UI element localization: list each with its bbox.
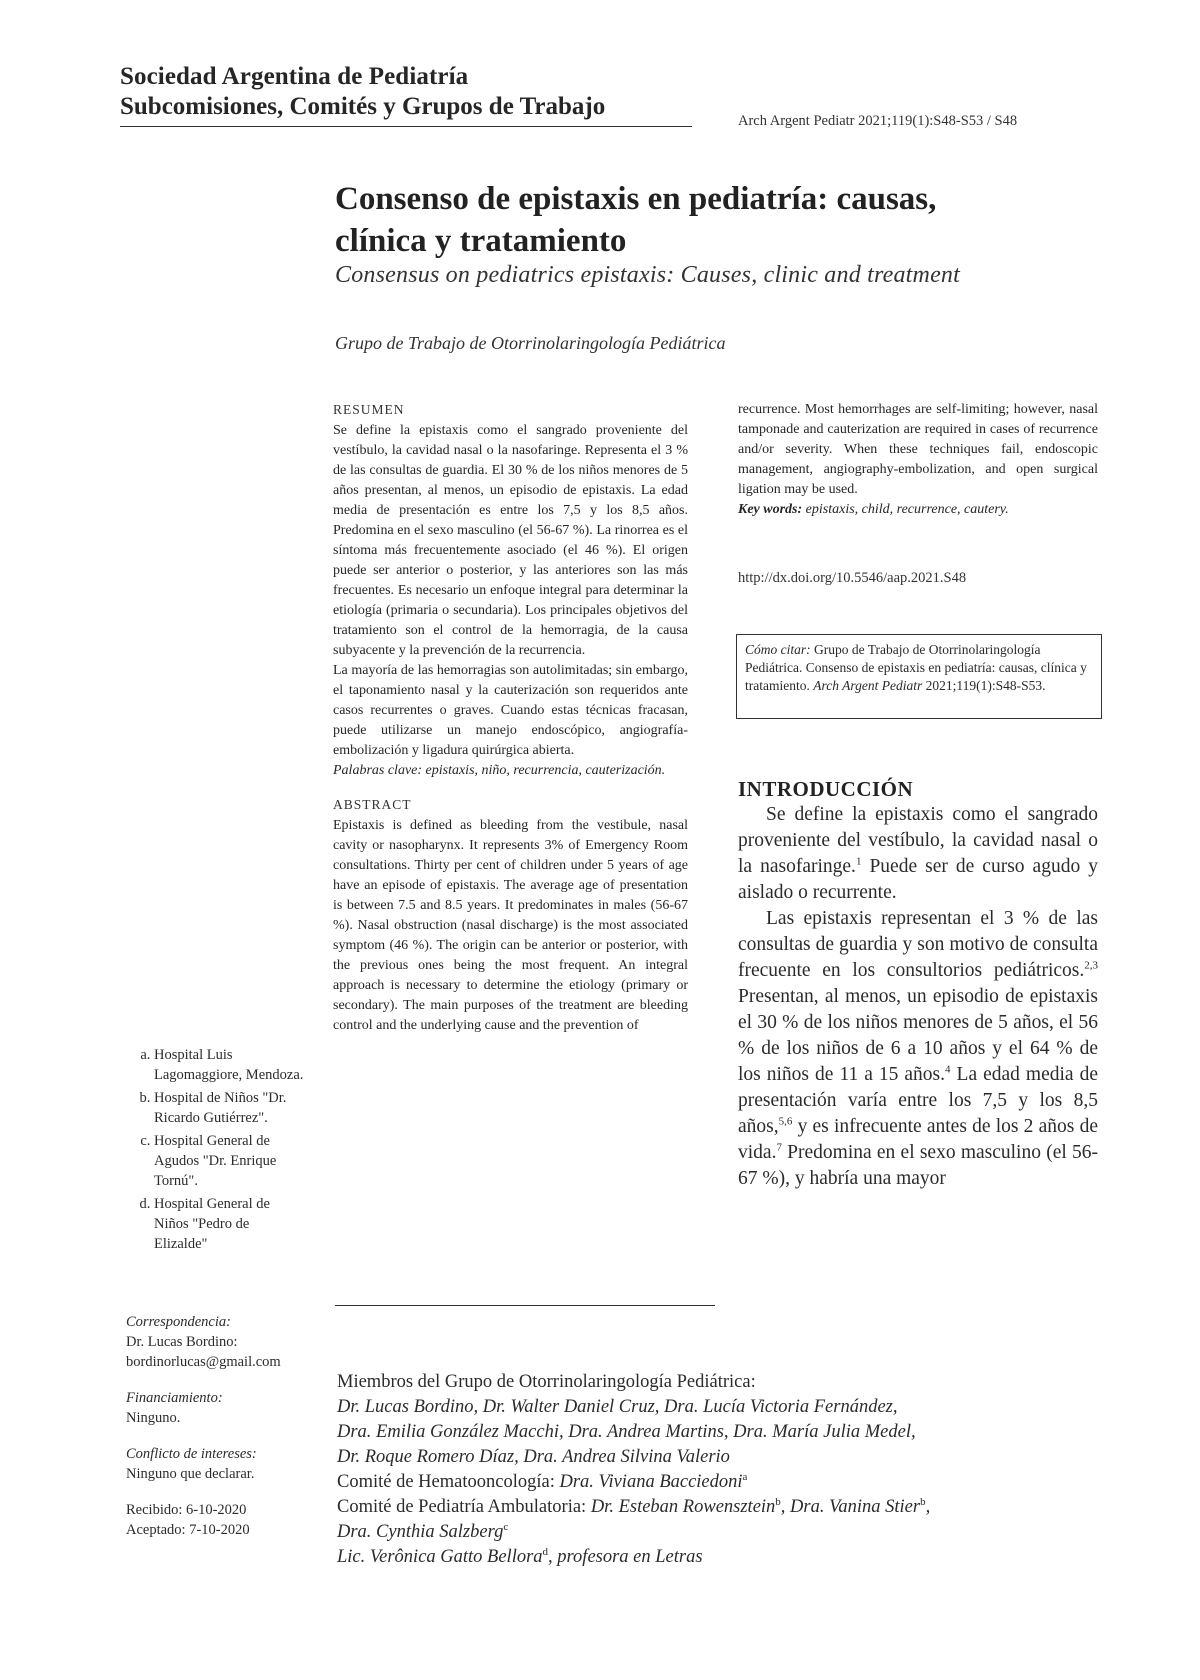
abstract-column-right <box>738 400 1098 520</box>
ref-superscript: 1 <box>855 855 862 868</box>
amb-names-3: , <box>925 1497 931 1517</box>
working-group: Grupo de Trabajo de Otorrinolaringología Pediátrica <box>335 333 726 353</box>
funding-block <box>126 1388 306 1428</box>
journal-citation: Arch Argent Pediatr 2021;119(1):S48-S53 / S48 <box>738 113 1018 129</box>
dates-block <box>126 1500 306 1540</box>
conflict-value: Ninguno que declarar. <box>126 1466 255 1482</box>
funding-value: Ninguno. <box>126 1410 181 1426</box>
intro-paragraph-1 <box>738 802 1098 906</box>
how-to-cite-box <box>736 634 1102 719</box>
intro-p2-text-b: Presentan, al menos, un episodio de epistaxis el 30 % de los niños menores de 5 años, el 56 % de los niños de 6 a 10 años y el 64 % de los niños de 11 a 15 años. <box>738 986 1098 1085</box>
intro-paragraph-2 <box>738 906 1098 1192</box>
cite-ref: 2021;119(1):S48-S53. <box>922 678 1046 693</box>
conflict-block <box>126 1444 306 1484</box>
cite-journal: Arch Argent Pediatr <box>813 678 923 693</box>
accepted-date: Aceptado: 7-10-2020 <box>126 1522 250 1538</box>
group-members <box>337 1370 1137 1570</box>
affiliation-superscript: a <box>742 1470 748 1483</box>
subcommittees-title: Subcomisiones, Comités y Grupos de Trabajo <box>120 93 606 120</box>
affiliation-b: b. Hospital de Niños "Dr. Ricardo Gutiérrez". <box>154 1088 306 1128</box>
resumen-keywords <box>333 761 688 781</box>
members-line-4: Dr. Roque Romero Díaz, Dra. Andrea Silvina Valerio <box>337 1447 730 1467</box>
affiliation-superscript: d <box>542 1545 549 1558</box>
ambulatory-line <box>337 1495 1137 1520</box>
amb-names-1: Dr. Esteban Rowensztein <box>590 1497 776 1517</box>
resumen-paragraph-1: Se define la epistaxis como el sangrado proveniente del vestíbulo, la cavidad nasal o la nasofaringe. Representa el 3 % de las consultas de guardia. El 30 % de los niños menores de 5 años presentan, al menos, un episodio de epistaxis. La edad media de presentación es entre los 7,5 y los 8,5 años. Predomina en el sexo masculino (el 56-67 %). La rinorrea es el síntoma más frecuentemente asociado (el 46 %). El origen puede ser anterior o posterior, y las anteriores son las más frecuentes. Es necesario un enfoque integral para determinar la etiología (primaria o secundaria). Los principales objetivos del tratamiento son el control de la hemorragia, de la causa subyacente y la prevención de la recurrencia. <box>333 423 688 658</box>
amb-line-2: Dra. Cynthia Salzberg <box>337 1522 504 1542</box>
intro-p2-text-c: La edad media de presentación varía entre los 7,5 y los 8,5 años, <box>738 1064 1098 1137</box>
conflict-label: Conflicto de intereses: <box>126 1446 257 1462</box>
footnote-rule <box>335 1305 715 1306</box>
journal-header <box>120 62 692 122</box>
lic-role: , profesora en Letras <box>548 1547 703 1567</box>
abstract-paragraph-1: Epistaxis is defined as bleeding from the vestibule, nasal cavity or nasopharynx. It represents 3% of Emergency Room consultations. Thirty per cent of children under 5 years of age have an episode of epistaxis. The average age of presentation is between 7.5 and 8.5 years. It predominates in males (56-67 %). Nasal obstruction (nasal discharge) is the most associated symptom (46 %). The origin can be anterior or posterior, with the previous ones being the most frequent. An integral approach is necessary to determine the etiology (primary or secondary). The main purposes of the treatment are bleeding control and the underlying cause and the prevention of <box>333 818 688 1033</box>
abstract-keywords-label: Key words: <box>738 502 803 517</box>
members-line-3: Dra. Emilia González Macchi, Dra. Andrea Martins, Dra. María Julia Medel, <box>337 1422 916 1442</box>
intro-p2-text-a: Las epistaxis representan el 3 % de las consultas de guardia y son motivo de consulta frecuente en los consultorios pediátricos. <box>738 908 1098 981</box>
title-line-1: Consenso de epistaxis en pediatría: causas, <box>335 181 937 217</box>
affiliation-superscript: c <box>503 1520 509 1533</box>
correspondence-email[interactable]: bordinorlucas@gmail.com <box>126 1354 281 1370</box>
amb-label: Comité de Pediatría Ambulatoria: <box>337 1497 591 1517</box>
resumen-heading: RESUMEN <box>333 402 405 417</box>
affiliations-list <box>126 1045 306 1257</box>
abstract-column-left <box>333 400 688 1036</box>
hematooncology-line <box>337 1470 1137 1495</box>
abstract-keywords <box>738 500 1098 520</box>
ref-superscript: 2,3 <box>1084 959 1098 972</box>
article-sidebar <box>126 1312 306 1540</box>
abstract-heading: ABSTRACT <box>333 797 412 812</box>
correspondence-label: Correspondencia: <box>126 1314 231 1330</box>
ambulatory-line-2 <box>337 1520 1137 1545</box>
ref-superscript: 7 <box>776 1141 782 1154</box>
cite-label: Cómo citar: <box>745 642 814 657</box>
cite-text: Grupo de Trabajo de Otorrinolaringología Pediátrica. Consenso de epistaxis en pediatría: causas, clínica y tratamiento. <box>745 642 1087 693</box>
intro-p1-end: Puede ser de curso agudo y aislado o recurrente. <box>738 856 1098 903</box>
title-line-2: clínica y tratamiento <box>335 223 627 259</box>
affiliation-a: a. Hospital Luis Lagomaggiore, Mendoza. <box>154 1045 306 1085</box>
ref-superscript: 4 <box>945 1063 951 1076</box>
members-line-2: Dr. Lucas Bordino, Dr. Walter Daniel Cruz, Dra. Lucía Victoria Fernández, <box>337 1397 898 1417</box>
correspondence-name: Dr. Lucas Bordino: <box>126 1334 238 1350</box>
hema-label: Comité de Hematooncología: <box>337 1472 560 1492</box>
hema-names: Dra. Viviana Bacciedoni <box>559 1472 743 1492</box>
resumen-keywords-value: epistaxis, niño, recurrencia, cauterización. <box>422 763 666 778</box>
affiliation-c: c. Hospital General de Agudos "Dr. Enrique Tornú". <box>154 1131 306 1191</box>
members-heading: Miembros del Grupo de Otorrinolaringología Pediátrica: <box>337 1372 756 1392</box>
affiliation-d: d. Hospital General de Niños "Pedro de Elizalde" <box>154 1194 306 1254</box>
lic-line <box>337 1545 1137 1570</box>
intro-p1-text: Se define la epistaxis como el sangrado proveniente del vestíbulo, la cavidad nasal o la nasofaringe. <box>738 804 1098 877</box>
doi-link[interactable]: http://dx.doi.org/10.5546/aap.2021.S48 <box>738 570 967 586</box>
intro-p2-text-d: y es infrecuente antes de los 2 años de vida. <box>738 1116 1098 1163</box>
article-title <box>335 178 1115 262</box>
abstract-keywords-value: epistaxis, child, recurrence, cautery. <box>802 502 1009 517</box>
affiliation-superscript: b <box>775 1495 781 1508</box>
resumen-paragraph-2: La mayoría de las hemorragias son autolimitadas; sin embargo, el taponamiento nasal y la cauterización son requeridos ante casos recurrentes o graves. Cuando estas técnicas fracasan, puede utilizarse un manejo endoscópico, angiografía-embolización y ligadura quirúrgica abierta. <box>333 663 688 758</box>
correspondence-block <box>126 1312 306 1372</box>
society-name: Sociedad Argentina de Pediatría <box>120 63 469 90</box>
introduction-body <box>738 802 1098 1192</box>
funding-label: Financiamiento: <box>126 1390 223 1406</box>
amb-names-2: , Dra. Vanina Stier <box>780 1497 921 1517</box>
header-rule <box>120 126 692 127</box>
affiliation-superscript: b <box>920 1495 926 1508</box>
received-date: Recibido: 6-10-2020 <box>126 1502 247 1518</box>
abstract-paragraph-1-cont: recurrence. Most hemorrhages are self-limiting; however, nasal tamponade and cauterization are required in cases of recurrence and/or severity. When these techniques fail, endoscopic management, angiography-embolization, and open surgical ligation may be used. <box>738 402 1098 497</box>
ref-superscript: 5,6 <box>778 1115 793 1128</box>
introduction-heading: INTRODUCCIÓN <box>738 777 914 801</box>
article-subtitle: Consensus on pediatrics epistaxis: Causes, clinic and treatment <box>335 262 960 288</box>
resumen-keywords-label: Palabras clave: <box>333 763 423 778</box>
lic-name: Lic. Verônica Gatto Bellora <box>337 1547 543 1567</box>
intro-p2-text-e: Predomina en el sexo masculino (el 56-67 %), y habría una mayor <box>738 1142 1098 1189</box>
